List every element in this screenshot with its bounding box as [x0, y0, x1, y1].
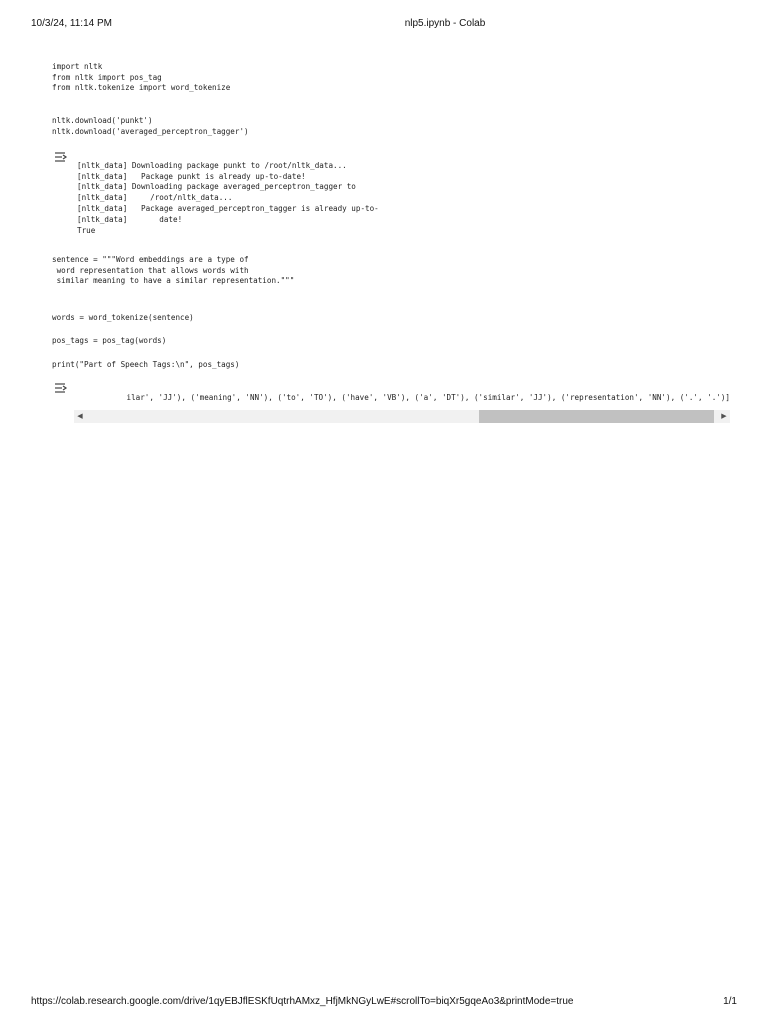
output-line: [nltk_data] /root/nltk_data... [77, 193, 233, 203]
output-line: [nltk_data] Downloading package punkt to /root/nltk_data... [77, 160, 347, 170]
code-cell-print[interactable] [52, 349, 239, 381]
output-pos-tags [74, 392, 730, 405]
code-cell-sentence[interactable] [52, 244, 294, 298]
output-download-log [77, 150, 379, 247]
scrollbar-thumb[interactable] [479, 410, 714, 423]
output-line: True [77, 225, 96, 235]
output-line: [nltk_data] date! [77, 214, 183, 224]
code-line: import nltk [52, 61, 103, 71]
output-toggle-icon[interactable] [54, 382, 68, 394]
code-line: print("Part of Speech Tags:\n", pos_tags) [52, 359, 240, 369]
output-toggle-icon[interactable] [54, 151, 68, 163]
scroll-left-icon[interactable]: ◀ [77, 413, 83, 420]
code-line: sentence = """Word embeddings are a type of [52, 254, 249, 264]
horizontal-scrollbar[interactable] [74, 410, 730, 423]
output-line: [nltk_data] Downloading package averaged_perceptron_tagger to [77, 182, 356, 192]
code-line: word representation that allows words with [52, 265, 249, 275]
code-line: from nltk import pos_tag [52, 72, 162, 82]
print-date: 10/3/24, 11:14 PM [31, 18, 112, 29]
code-cell-downloads[interactable] [52, 105, 249, 148]
page-url: https://colab.research.google.com/drive/1qyEBJflESKfUqtrhAMxz_HfjMkNGyLwE#scrollTo=biqXr5gqeAo3&printMode=true [31, 996, 574, 1007]
output-line: [nltk_data] Package punkt is already up-to-date! [77, 171, 306, 181]
output-line: ilar', 'JJ'), ('meaning', 'NN'), ('to', 'TO'), ('have', 'VB'), ('a', 'DT'), ('similar', 'JJ'), ('representation', 'NN'), ('.', '.')] [126, 393, 730, 402]
code-line: nltk.download('punkt') [52, 115, 153, 125]
code-line: pos_tags = pos_tag(words) [52, 335, 167, 345]
code-line: nltk.download('averaged_perceptron_tagger') [52, 126, 249, 136]
code-line: from nltk.tokenize import word_tokenize [52, 83, 231, 93]
page-number: 1/1 [723, 996, 737, 1007]
code-line: similar meaning to have a similar representation.""" [52, 276, 295, 286]
code-line: words = word_tokenize(sentence) [52, 312, 194, 322]
scroll-right-icon[interactable]: ▶ [721, 413, 727, 420]
output-line: [nltk_data] Package averaged_perceptron_tagger is already up-to- [77, 203, 379, 213]
page-title: nlp5.ipynb - Colab [404, 18, 486, 29]
code-cell-imports[interactable] [52, 51, 230, 105]
